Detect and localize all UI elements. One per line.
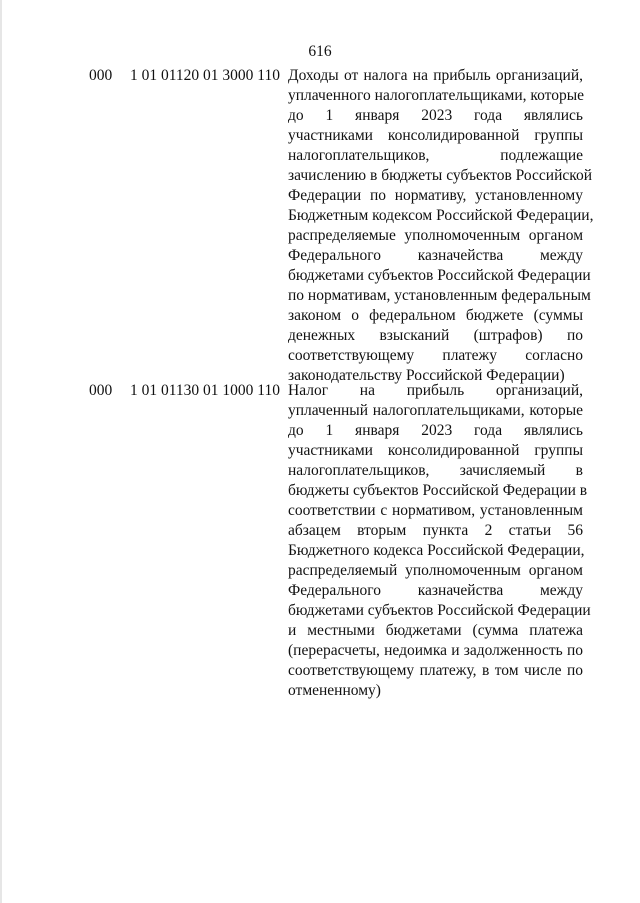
page-number: 616 xyxy=(308,43,332,60)
entry-description xyxy=(288,66,594,386)
description-line: уплаченный налогоплательщиками, которые xyxy=(288,402,583,419)
description-line: участниками консолидированной группы xyxy=(288,127,583,144)
description-line: до 1 января 2023 года являлись xyxy=(288,107,583,124)
description-line: налогоплательщиков, зачисляемый в xyxy=(288,462,583,479)
description-line: Федерации по нормативу, установленному xyxy=(288,187,583,204)
description-line: участниками консолидированной группы xyxy=(288,442,583,459)
description-line: Бюджетным кодексом Российской Федерации, xyxy=(288,207,594,224)
description-line: налогоплательщиков, подлежащие xyxy=(288,147,583,164)
kbk-code: 1 01 01130 01 1000 110 xyxy=(130,382,280,399)
description-line: распределяемый уполномоченным органом xyxy=(288,562,583,579)
description-line: уплаченного налогоплательщиками, которые xyxy=(288,87,585,104)
description-line: соответствии с нормативом, установленным xyxy=(288,502,583,519)
entry-description xyxy=(288,381,591,701)
description-line: до 1 января 2023 года являлись xyxy=(288,422,583,439)
kbk-code: 1 01 01120 01 3000 110 xyxy=(130,67,280,84)
description-line: по нормативам, установленным федеральным xyxy=(288,287,591,304)
description-line: зачислению в бюджеты субъектов Российской xyxy=(288,167,593,184)
admin-code: 000 xyxy=(89,67,113,84)
description-line: бюджетами субъектов Российской Федерации xyxy=(288,267,591,284)
description-line: Бюджетного кодекса Российской Федерации, xyxy=(288,542,585,559)
description-line: Федерального казначейства между xyxy=(288,247,583,264)
description-line: распределяемые уполномоченным органом xyxy=(288,227,583,244)
description-line: денежных взысканий (штрафов) по xyxy=(288,327,583,344)
description-line: (перерасчеты, недоимка и задолженность по xyxy=(288,642,583,659)
description-line: отмененному) xyxy=(288,682,381,699)
description-line: Налог на прибыль организаций, xyxy=(288,382,583,399)
description-line: абзацем вторым пункта 2 статьи 56 xyxy=(288,522,583,539)
description-line: законом о федеральном бюджете (суммы xyxy=(288,307,583,324)
admin-code: 000 xyxy=(89,382,113,399)
description-line: бюджетами субъектов Российской Федерации xyxy=(288,602,591,619)
description-line: и местными бюджетами (сумма платежа xyxy=(288,622,583,639)
page-edge xyxy=(0,0,2,903)
description-line: бюджеты субъектов Российской Федерации в xyxy=(288,482,588,499)
description-line: законодательству Российской Федерации) xyxy=(288,367,565,384)
description-line: соответствующему платежу, в том числе по xyxy=(288,662,583,679)
description-line: соответствующему платежу согласно xyxy=(288,347,583,364)
description-line: Федерального казначейства между xyxy=(288,582,583,599)
description-line: Доходы от налога на прибыль организаций, xyxy=(288,67,583,84)
